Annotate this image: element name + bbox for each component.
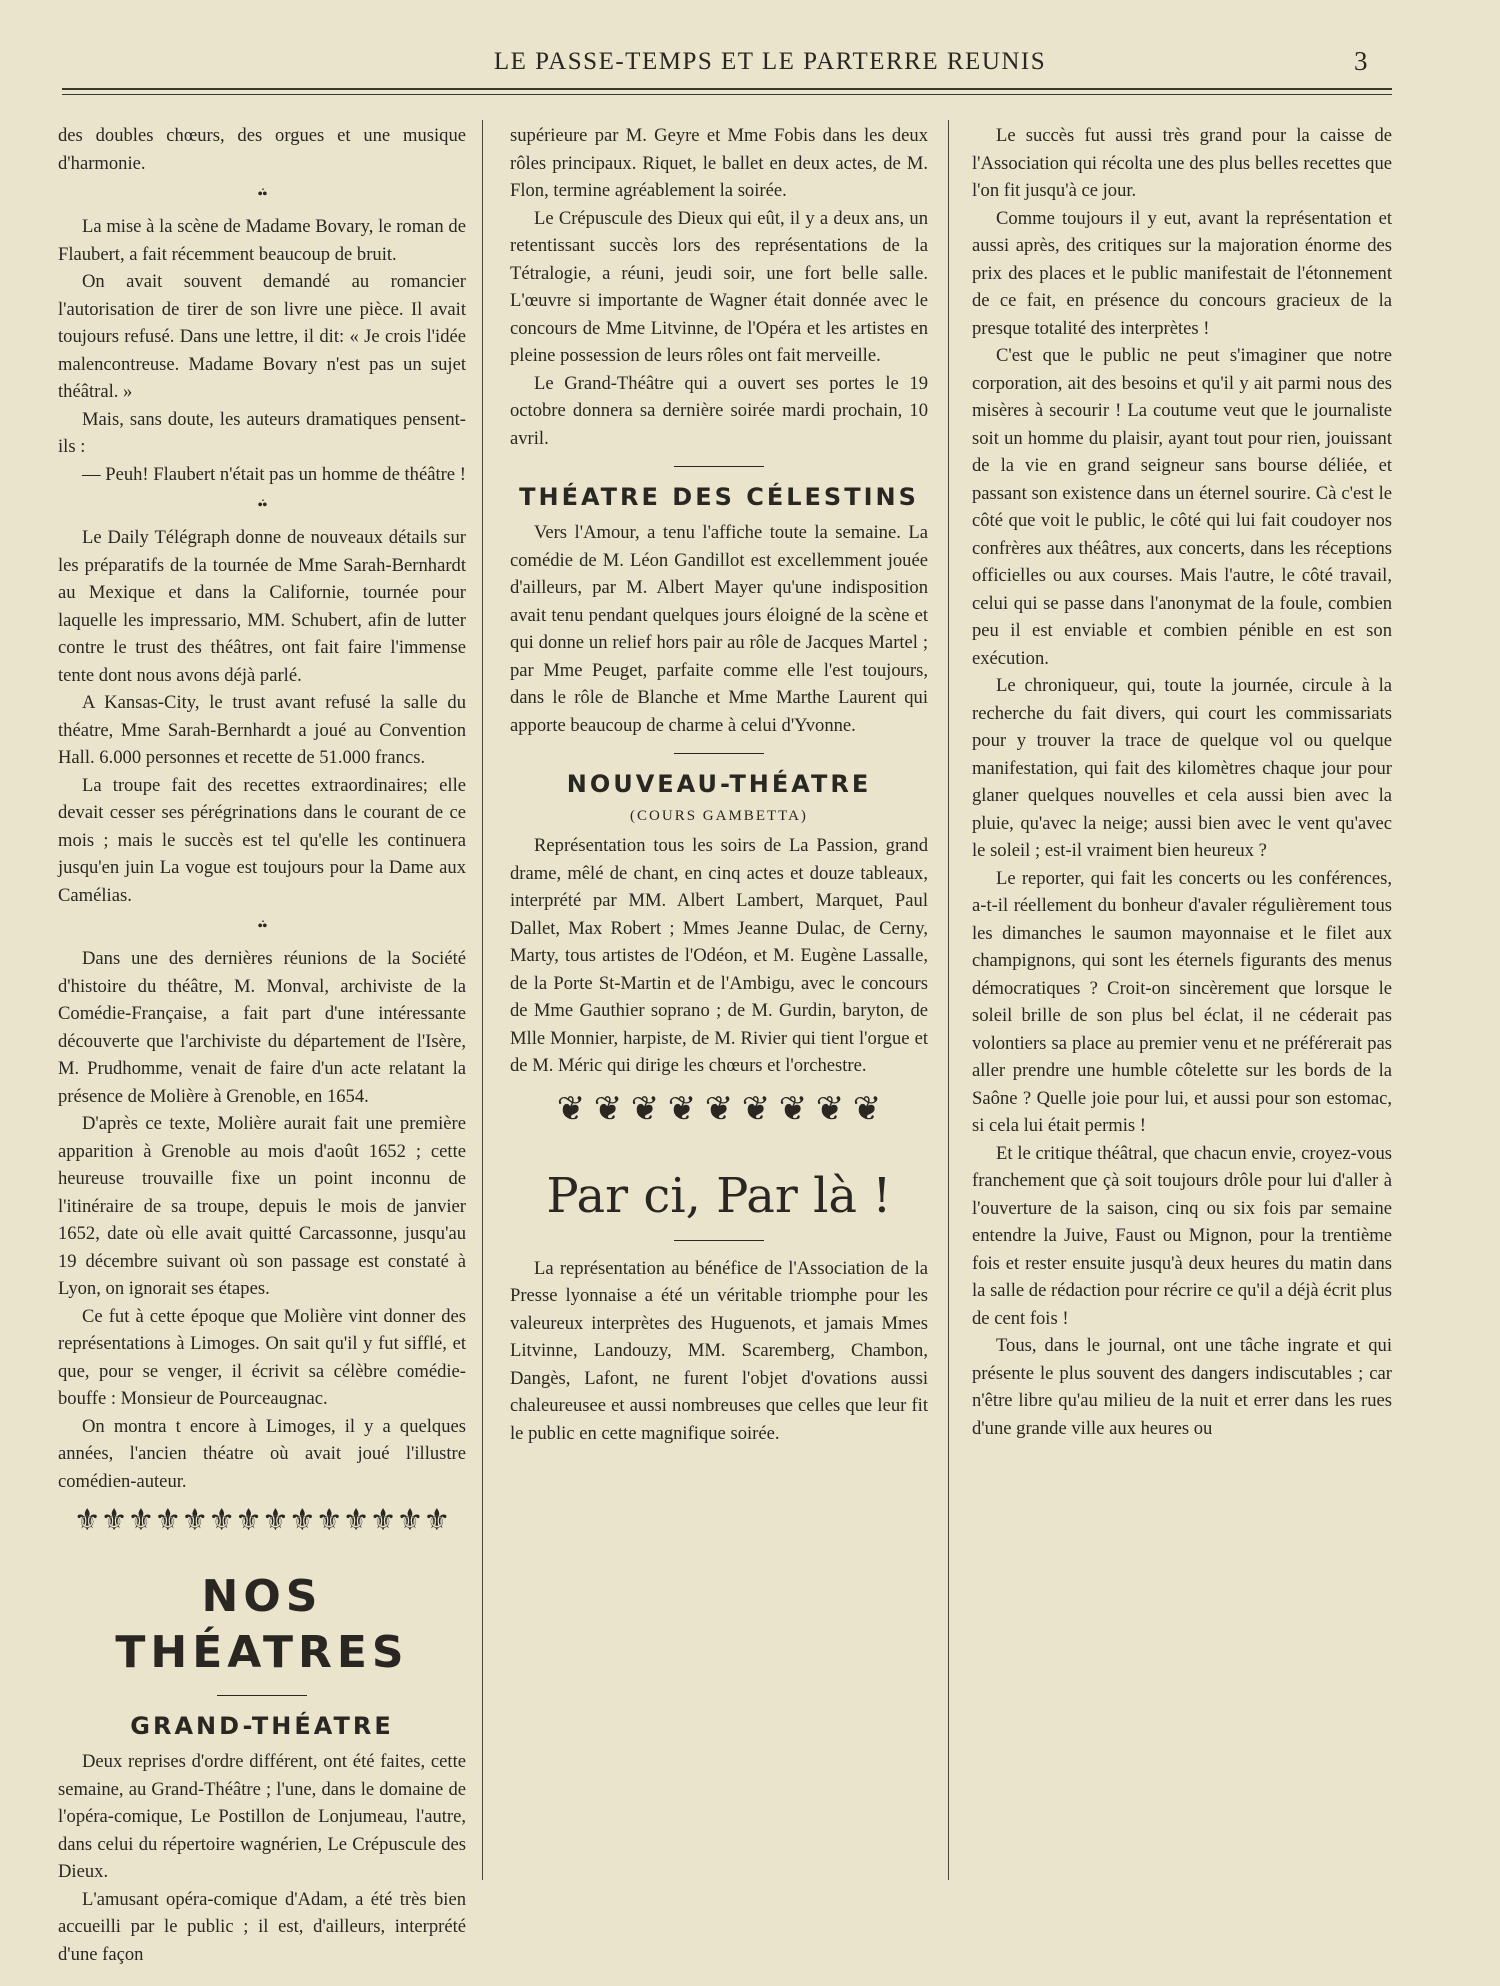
paragraph: On montra t encore à Limoges, il y a quelques années, l'ancien théatre où avait joué l'illustre comédien-auteur. <box>58 1415 466 1492</box>
heading-grand-theatre: GRAND-THÉATRE <box>130 1712 394 1740</box>
paragraph: Mais, sans doute, les auteurs dramatiques pensent-ils : <box>58 408 466 457</box>
section-heading-nos-theatres: NOS THÉATRES <box>115 1571 409 1678</box>
short-rule <box>674 753 764 754</box>
paragraph: Le Crépuscule des Dieux qui eût, il y a deux ans, un retentissant succès lors des représentations de la Tétralogie, a réuni, jeudi soir, une fort belle salle. L'œuvre si importante de Wagner était donnée avec le concours de Mme Litvinne, de l'Opéra et les artistes en pleine possession de leurs rôles ont fait merveille. <box>510 207 928 366</box>
fleur-de-lis-border: ⚜⚜⚜⚜⚜⚜⚜⚜⚜⚜⚜⚜⚜⚜ <box>73 1504 451 1537</box>
header-rule-thick <box>62 88 1392 90</box>
paragraph: Deux reprises d'ordre différent, ont été faites, cette semaine, au Grand-Théâtre ; l'une, dans le domaine de l'opéra-comique, Le Postillon de Lonjumeau, l'autre, dans celui du répertoire wagnérien, Le Crépuscule des Dieux. <box>58 1751 466 1882</box>
paragraph: Comme toujours il y eut, avant la représentation et aussi après, des critiques sur la majoration énorme des prix des places et le public manifestait de l'étonnement de ce fait, en présence du concours gracieux de la presque totalité des interprètes ! <box>972 207 1392 339</box>
subheading-cours-gambetta: (COURS GAMBETTA) <box>630 808 808 824</box>
paragraph: Représentation tous les soirs de La Passion, grand drame, mêlé de chant, en cinq actes et douze tableaux, interprété par MM. Albert Lambert, Marquet, Paul Dallet, Max Robert ; Mmes Jeanne Dulac, de Cerny, Marty, tous artistes de l'Odéon, et M. Eugène Lassalle, de la Porte St-Martin et de l'Ambigu, avec le concours de Mme Gauthier soprano ; de M. Gurdin, baryton, de Mlle Monnier, harpiste, de M. Rivier qui tient l'orgue et de M. Méric qui dirige les chœurs et l'orchestre. <box>510 835 928 1076</box>
paragraph: D'après ce texte, Molière aurait fait une première apparition à Grenoble au mois d'août 1652 ; cette heureuse trouvaille fixe un point inconnu de l'itinéraire de sa troupe, depuis le mois de janvier 1652, date où elle avait quitté Carcassonne, jusqu'au 19 décembre suivant où son passage est constaté à Lyon, on ignorait ses étapes. <box>58 1113 466 1299</box>
short-rule <box>674 1240 764 1241</box>
column-1 <box>58 122 466 1968</box>
heading-theatre-celestins: THÉATRE DES CÉLESTINS <box>519 483 919 511</box>
short-rule <box>674 466 764 467</box>
short-rule <box>217 1695 307 1696</box>
header-rule-thin <box>62 94 1392 95</box>
page-number: 3 <box>1354 46 1368 76</box>
heading-nouveau-theatre: NOUVEAU-THÉATRE <box>566 770 872 798</box>
paragraph: Le Grand-Théâtre qui a ouvert ses portes le 19 octobre donnera sa dernière soirée mardi prochain, 10 avril. <box>510 372 928 449</box>
section-heading-par-ci-par-la: Par ci, Par là ! <box>546 1167 892 1224</box>
asterism-separator: •̇• <box>257 186 267 203</box>
paragraph: La troupe fait des recettes extraordinaires; elle devait cesser ses pérégrinations dans le courant de ce mois ; mais le succès est tel qu'elle les continuera jusqu'en juin La vogue est toujours pour la Dame aux Camélias. <box>58 774 466 906</box>
paragraph: A Kansas-City, le trust avant refusé la salle du théatre, Mme Sarah-Bernhardt a joué au Convention Hall. 6.000 personnes et recette de 51.000 francs. <box>58 692 466 768</box>
running-title: LE PASSE-TEMPS ET LE PARTERRE REUNIS <box>493 48 1047 75</box>
floral-border: ❦ ❦ ❦ ❦ ❦ ❦ ❦ ❦ ❦ <box>556 1090 882 1128</box>
paragraph: C'est que le public ne peut s'imaginer que notre corporation, ait des besoins et qu'il y ait parmi nous des misères à secourir ! La coutume veut que le journaliste soit un homme du plaisir, ayant tout pour rien, jouissant de la vie en grand seigneur sans bourse déliée, et passant son existence dans un éternel sourire. Cà c'est le côté que voit le public, le côté qui lui fait coudoyer nos confrères aux théâtres, aux concerts, dans les réceptions officielles ou aux courses. Mais l'autre, le côté travail, celui qui se passe dans l'anonymat de la foule, combien peu il est enviable et combien pénible en est son exécution. <box>972 345 1392 669</box>
column-divider-1 <box>482 120 483 1880</box>
paragraph: La représentation au bénéfice de l'Association de la Presse lyonnaise a été un véritable triomphe pour les valeureux interprètes des Huguenots, et jamais Mmes Litvinne, Landouzy, MM. Scaremberg, Chambon, Dangès, Lafont, ne furent l'objet d'ovations aussi chaleureusee et aussi nombreuses que celles que leur fit le public en cette magnifique soirée. <box>510 1257 928 1444</box>
asterism-separator: •̇• <box>257 918 267 935</box>
paragraph: Le reporter, qui fait les concerts ou les conférences, a-t-il réellement du bonheur d'avaler régulièrement tous les dimanches le saumon mayonnaise et le filet aux champignons, qui sont les éternels figurants des menus démocratiques ? Croit-on sincèrement que lorsque le soleil brille de son plus bel éclat, il ne céderait pas volontiers sa place au premier venu et ne préférerait pas aller prendre une humble côtelette sur les bords de la Saône ? Quelle joie pour lui, et aussi pour son estomac, si cela lui était permis ! <box>972 867 1392 1136</box>
paragraph: — Peuh! Flaubert n'était pas un homme de théâtre ! <box>82 463 466 485</box>
paragraph: L'amusant opéra-comique d'Adam, a été très bien accueilli par le public ; il est, d'ailleurs, interprété d'une façon <box>58 1888 466 1965</box>
paragraph: des doubles chœurs, des orgues et une musique d'harmonie. <box>58 125 466 174</box>
paragraph: Vers l'Amour, a tenu l'affiche toute la semaine. La comédie de M. Léon Gandillot est excellemment jouée d'ailleurs, par M. Albert Mayer qu'une indisposition avait tenu pendant quelques jours éloigné de la scène et qui donne un relief hors pair au rôle de Jacques Martel ; par Mme Peuget, parfaite comme elle l'est toujours, dans le rôle de Blanche et Mme Marthe Laurent qui apporte beaucoup de charme à celui d'Yvonne. <box>510 522 928 736</box>
column-3 <box>972 122 1392 1442</box>
paragraph: La mise à la scène de Madame Bovary, le roman de Flaubert, a fait récemment beaucoup de bruit. <box>58 216 466 265</box>
asterism-separator: •̇• <box>257 497 267 514</box>
column-divider-2 <box>948 120 949 1880</box>
paragraph: supérieure par M. Geyre et Mme Fobis dans les deux rôles principaux. Riquet, le ballet en deux actes, de M. Flon, termine agréablement la soirée. <box>510 125 928 201</box>
paragraph: On avait souvent demandé au romancier l'autorisation de tirer de son livre une pièce. Il avait toujours refusé. Dans une lettre, il dit: « Je crois l'idée malencontreuse. Madame Bovary n'est pas un sujet théâtral. » <box>58 271 466 402</box>
paragraph: Le succès fut aussi très grand pour la caisse de l'Association qui récolta une des plus belles recettes que l'on fit jusqu'à ce jour. <box>972 125 1392 201</box>
paragraph: Dans une des dernières réunions de la Société d'histoire du théâtre, M. Monval, archiviste de la Comédie-Française, a fait part d'une intéressante découverte que l'archiviste du département de l'Isère, M. Prudhomme, venait de faire d'un acte relatant la présence de Molière à Grenoble, en 1654. <box>58 948 466 1107</box>
paragraph: Le chroniqueur, qui, toute la journée, circule à la recherche du fait divers, qui court les commissariats pour y trouver la trace de quelque vol ou quelque manifestation, qui fait des kilomètres chaque jour pour glaner quelques nouvelles et cela aussi bien avec la pluie, qu'avec la neige; aussi bien avec le vent qu'avec le soleil ; est-il vraiment bien heureux ? <box>972 675 1392 861</box>
paragraph: Ce fut à cette époque que Molière vint donner des représentations à Limoges. On sait qu'il y fut sifflé, et que, pour se venger, il écrivit sa célèbre comédie-bouffe : Monsieur de Pourceaugnac. <box>58 1305 466 1409</box>
paragraph: Tous, dans le journal, ont une tâche ingrate et qui présente le plus souvent des dangers indiscutables ; car n'être libre qu'au milieu de la nuit et errer dans les rues d'une grande ville aux heures ou <box>972 1335 1392 1439</box>
paragraph: Et le critique théâtral, que chacun envie, croyez-vous franchement que çà soit toujours drôle pour lui d'aller à l'ouverture de la saison, cinq ou six fois par semaine entendre la Juive, Faust ou Mignon, pour la trentième fois et rester ensuite jusqu'à deux heures du matin dans la salle de rédaction pour récrire ce qu'il a déjà écrit plus de cent fois ! <box>972 1142 1392 1329</box>
paragraph: Le Daily Télégraph donne de nouveaux détails sur les préparatifs de la tournée de Mme Sarah-Bernhardt au Mexique et dans la Californie, tournée pour laquelle les impressario, MM. Schubert, afin de lutter contre le trust des théâtres, ont fait faire l'immense tente dont nous avons déjà parlé. <box>58 527 466 686</box>
column-2 <box>510 122 928 1447</box>
